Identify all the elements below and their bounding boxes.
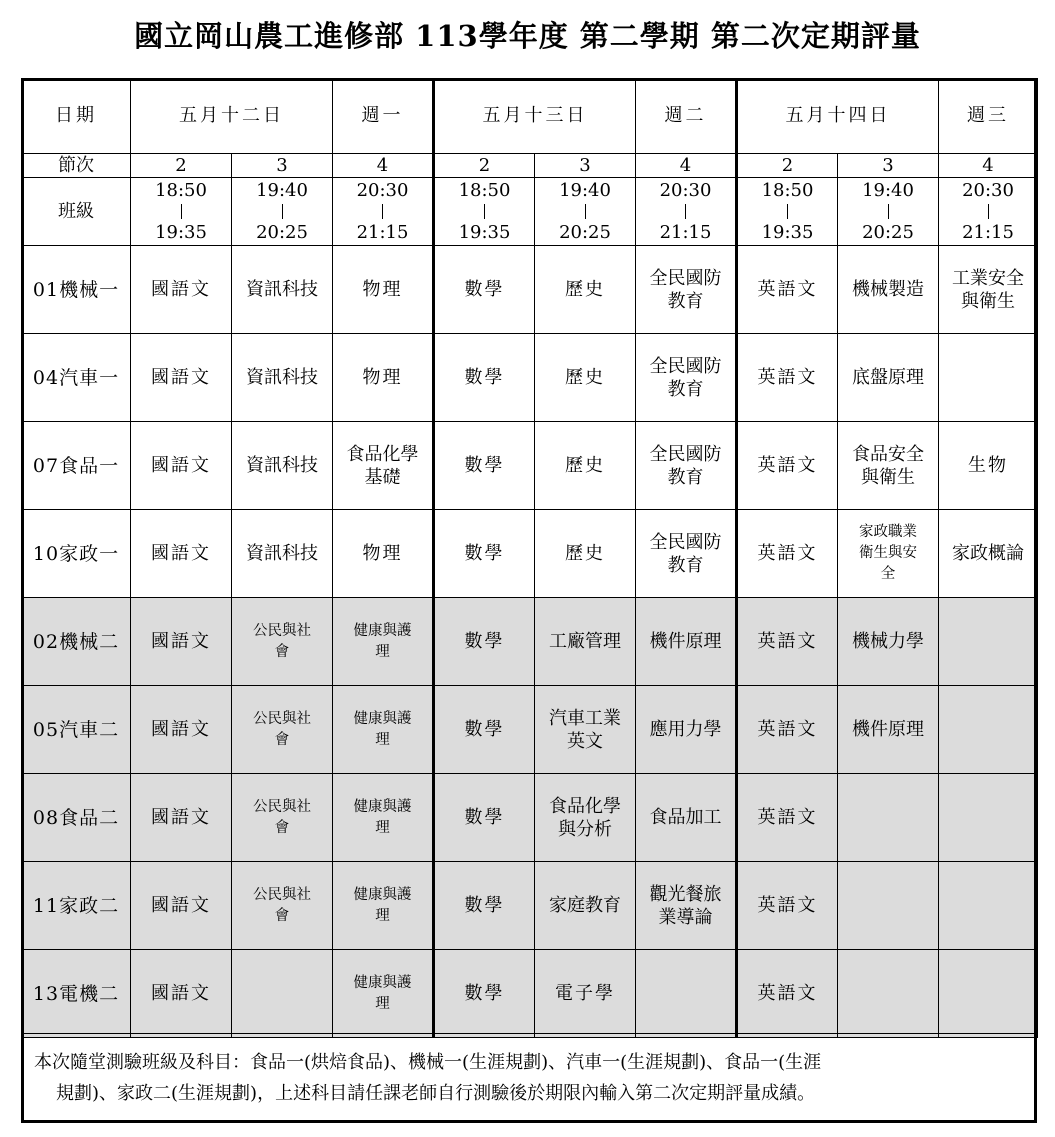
subject-cell (838, 774, 939, 862)
subject-cell (939, 598, 1038, 686)
period-8: 3 (838, 154, 939, 178)
subject-line: 教育 (667, 290, 704, 312)
subject-line: 健康與護 (353, 974, 412, 991)
subject-cell (737, 334, 838, 422)
subject-line: 國語文 (151, 279, 211, 301)
period-row (22, 154, 1038, 178)
day-3-date: 五月十四日 (737, 79, 939, 154)
subject-cell (636, 686, 737, 774)
subject-cell (535, 246, 636, 334)
subject-line: 底盤原理 (852, 367, 924, 389)
subject-cell (434, 862, 535, 950)
page-title: 國立岡山農工進修部 113學年度 第二學期 第二次定期評量 (134, 19, 921, 53)
time-range-divider (988, 204, 989, 219)
start-time: 18:50 (458, 180, 511, 201)
table-row (22, 334, 1038, 422)
class-name: 04汽車一 (22, 334, 131, 422)
subject-line: 機械製造 (852, 279, 924, 301)
subject-cell (434, 246, 535, 334)
subject-line: 工業安全 (952, 267, 1024, 289)
subject-cell (333, 510, 434, 598)
day-1-date: 五月十二日 (131, 79, 333, 154)
subject-line: 國語文 (151, 895, 211, 917)
end-time: 19:35 (155, 222, 207, 244)
subject-line: 教育 (667, 466, 704, 488)
subject-cell (737, 686, 838, 774)
subject-line: 生物 (968, 455, 1008, 477)
subject-cell (838, 862, 939, 950)
subject-line: 國語文 (151, 367, 211, 389)
subject-line: 數學 (464, 543, 505, 565)
subject-cell (636, 950, 737, 1038)
time-row (22, 178, 1038, 246)
subject-line: 公民與社 (253, 622, 311, 639)
period-9: 4 (939, 154, 1038, 178)
subject-line: 歷史 (565, 543, 605, 565)
subject-cell (636, 862, 737, 950)
end-time: 20:25 (862, 222, 914, 244)
subject-line: 資訊科技 (246, 279, 318, 301)
subject-cell (636, 510, 737, 598)
class-name: 01機械一 (22, 246, 131, 334)
subject-line: 數學 (464, 455, 505, 477)
subject-cell (131, 950, 232, 1038)
start-time: 19:40 (559, 180, 611, 201)
subject-line: 機械力學 (852, 631, 924, 653)
start-time: 19:40 (862, 180, 914, 201)
subject-line: 全民國防 (649, 355, 722, 377)
subject-cell (939, 334, 1038, 422)
subject-cell (232, 598, 333, 686)
day-2-date: 五月十三日 (434, 79, 636, 154)
class-name: 02機械二 (22, 598, 131, 686)
subject-cell (131, 598, 232, 686)
subject-cell (737, 422, 838, 510)
subject-line: 數學 (464, 719, 505, 741)
day-3-weekday: 週三 (939, 79, 1038, 154)
subject-cell (838, 950, 939, 1038)
subject-cell (939, 246, 1038, 334)
end-time: 19:35 (761, 222, 814, 244)
subject-line: 公民與社 (253, 798, 311, 815)
subject-line: 歷史 (565, 279, 605, 301)
subject-line: 歷史 (565, 455, 605, 477)
subject-cell (939, 686, 1038, 774)
subject-line: 英語文 (757, 279, 818, 301)
note-line-1: 本次隨堂測驗班級及科目：食品一(烘焙食品)、機械一(生涯規劃)、汽車一(生涯規劃)、食品一(生涯 (34, 1052, 822, 1073)
subject-line: 健康與護 (353, 798, 412, 815)
subject-cell (838, 598, 939, 686)
subject-cell (939, 510, 1038, 598)
subject-line: 全民國防 (649, 443, 722, 465)
subject-cell (333, 598, 434, 686)
table-row (22, 950, 1038, 1038)
subject-line: 全 (880, 566, 896, 583)
subject-cell (838, 686, 939, 774)
subject-cell (232, 862, 333, 950)
subject-line: 國語文 (151, 543, 211, 565)
start-time: 20:30 (659, 180, 712, 201)
subject-cell (636, 774, 737, 862)
subject-line: 食品化學 (346, 443, 419, 465)
period-label: 節次 (22, 154, 131, 178)
subject-line: 理 (375, 731, 390, 748)
subject-cell (333, 862, 434, 950)
subject-cell (737, 774, 838, 862)
subject-cell (535, 950, 636, 1038)
class-name: 07食品一 (22, 422, 131, 510)
exam-schedule-table (21, 78, 1038, 1038)
subject-line: 家庭教育 (549, 895, 621, 917)
time-slot-8 (838, 178, 939, 246)
time-slot-1 (131, 178, 232, 246)
subject-cell (838, 334, 939, 422)
subject-line: 公民與社 (253, 886, 311, 903)
subject-line: 資訊科技 (246, 367, 318, 389)
subject-line: 數學 (464, 279, 505, 301)
start-time: 20:30 (356, 180, 409, 201)
period-6: 4 (636, 154, 737, 178)
subject-cell (535, 862, 636, 950)
subject-line: 教育 (667, 554, 704, 576)
period-5: 3 (535, 154, 636, 178)
start-time: 20:30 (962, 180, 1014, 201)
subject-cell (535, 334, 636, 422)
subject-cell (535, 598, 636, 686)
subject-line: 全民國防 (649, 531, 722, 553)
subject-line: 會 (274, 731, 290, 748)
period-3: 4 (333, 154, 434, 178)
subject-cell (232, 422, 333, 510)
subject-line: 健康與護 (353, 710, 412, 727)
subject-line: 機件原理 (852, 719, 924, 741)
subject-line: 國語文 (151, 455, 211, 477)
subject-line: 數學 (464, 807, 505, 829)
subject-cell (131, 862, 232, 950)
subject-line: 機件原理 (649, 631, 722, 653)
end-time: 21:15 (962, 222, 1014, 244)
time-slot-4 (434, 178, 535, 246)
subject-cell (232, 334, 333, 422)
subject-line: 觀光餐旅 (649, 883, 722, 905)
subject-cell (131, 422, 232, 510)
subject-line: 資訊科技 (246, 455, 318, 477)
subject-cell (131, 774, 232, 862)
subject-line: 業導論 (658, 906, 713, 928)
subject-line: 與分析 (558, 818, 612, 840)
subject-cell (939, 862, 1038, 950)
subject-cell (434, 334, 535, 422)
table-row (22, 598, 1038, 686)
subject-line: 公民與社 (253, 710, 311, 727)
subject-line: 基礎 (364, 466, 401, 488)
subject-line: 與衛生 (961, 290, 1015, 312)
subject-line: 物理 (362, 279, 403, 301)
subject-cell (535, 774, 636, 862)
time-slot-5 (535, 178, 636, 246)
time-slot-3 (333, 178, 434, 246)
class-name: 05汽車二 (22, 686, 131, 774)
time-slot-9 (939, 178, 1038, 246)
date-label: 日期 (22, 79, 131, 154)
subject-cell (939, 774, 1038, 862)
subject-cell (636, 334, 737, 422)
subject-line: 全民國防 (649, 267, 722, 289)
subject-cell (131, 510, 232, 598)
subject-cell (434, 774, 535, 862)
subject-cell (939, 950, 1038, 1038)
class-name: 11家政二 (22, 862, 131, 950)
subject-cell (232, 510, 333, 598)
subject-cell (636, 246, 737, 334)
subject-cell (434, 950, 535, 1038)
start-time: 18:50 (761, 180, 814, 201)
subject-line: 物理 (362, 543, 403, 565)
subject-line: 健康與護 (353, 886, 412, 903)
subject-cell (131, 686, 232, 774)
subject-cell (232, 774, 333, 862)
time-range-divider (382, 204, 383, 219)
class-label: 班級 (22, 178, 131, 246)
subject-cell (333, 422, 434, 510)
subject-cell (131, 334, 232, 422)
subject-line: 會 (274, 907, 290, 924)
subject-cell (737, 598, 838, 686)
subject-cell (434, 686, 535, 774)
subject-line: 數學 (464, 895, 505, 917)
class-name: 10家政一 (22, 510, 131, 598)
subject-cell (838, 422, 939, 510)
subject-line: 家政職業 (859, 524, 917, 541)
subject-line: 歷史 (565, 367, 605, 389)
period-4: 2 (434, 154, 535, 178)
subject-cell (333, 774, 434, 862)
subject-line: 數學 (464, 983, 505, 1005)
table-row (22, 686, 1038, 774)
time-range-divider (585, 204, 586, 219)
end-time: 21:15 (356, 222, 409, 244)
subject-line: 應用力學 (649, 719, 722, 741)
subject-line: 資訊科技 (246, 543, 318, 565)
subject-line: 物理 (362, 367, 403, 389)
subject-line: 國語文 (151, 719, 211, 741)
subject-line: 英語文 (757, 631, 818, 653)
subject-cell (333, 334, 434, 422)
table-row (22, 422, 1038, 510)
table-row (22, 774, 1038, 862)
subject-cell (838, 246, 939, 334)
subject-line: 理 (375, 819, 390, 836)
table-row (22, 246, 1038, 334)
time-slot-7 (737, 178, 838, 246)
end-time: 19:35 (458, 222, 511, 244)
subject-line: 國語文 (151, 807, 211, 829)
table-row (22, 510, 1038, 598)
subject-cell (737, 246, 838, 334)
time-range-divider (888, 204, 889, 219)
subject-line: 英語文 (757, 543, 818, 565)
subject-cell (232, 950, 333, 1038)
day-1-weekday: 週一 (333, 79, 434, 154)
subject-cell (838, 510, 939, 598)
date-header-row (22, 79, 1038, 154)
subject-line: 會 (274, 819, 290, 836)
subject-line: 與衛生 (861, 466, 915, 488)
subject-cell (737, 950, 838, 1038)
class-name: 13電機二 (22, 950, 131, 1038)
subject-line: 英文 (567, 730, 603, 752)
subject-cell (737, 862, 838, 950)
time-range-divider (484, 204, 485, 219)
subject-cell (434, 510, 535, 598)
subject-line: 電子學 (555, 983, 615, 1005)
subject-cell (434, 422, 535, 510)
subject-cell (737, 510, 838, 598)
subject-cell (232, 246, 333, 334)
subject-line: 英語文 (757, 983, 818, 1005)
end-time: 20:25 (559, 222, 611, 244)
subject-cell (535, 422, 636, 510)
class-name: 08食品二 (22, 774, 131, 862)
subject-line: 家政概論 (952, 543, 1024, 565)
subject-line: 食品化學 (549, 795, 621, 817)
subject-line: 食品加工 (649, 807, 722, 829)
subject-line: 國語文 (151, 631, 211, 653)
subject-cell (232, 686, 333, 774)
subject-cell (535, 510, 636, 598)
subject-line: 國語文 (151, 983, 211, 1005)
subject-line: 健康與護 (353, 622, 412, 639)
end-time: 20:25 (256, 222, 308, 244)
period-7: 2 (737, 154, 838, 178)
period-2: 3 (232, 154, 333, 178)
subject-line: 理 (375, 995, 390, 1012)
subject-line: 理 (375, 907, 390, 924)
subject-line: 會 (274, 643, 290, 660)
subject-line: 數學 (464, 631, 505, 653)
start-time: 18:50 (155, 180, 207, 201)
subject-line: 英語文 (757, 807, 818, 829)
time-range-divider (181, 204, 182, 219)
subject-cell (535, 686, 636, 774)
subject-line: 數學 (464, 367, 505, 389)
subject-cell (434, 598, 535, 686)
subject-cell (939, 422, 1038, 510)
time-range-divider (787, 204, 788, 219)
subject-line: 食品安全 (852, 443, 924, 465)
subject-line: 英語文 (757, 455, 818, 477)
end-time: 21:15 (659, 222, 712, 244)
time-range-divider (685, 204, 686, 219)
subject-line: 理 (375, 643, 390, 660)
note-line-2: 規劃)、家政二(生涯規劃)，上述科目請任課老師自行測驗後於期限內輸入第二次定期評量成績。 (56, 1083, 816, 1104)
subject-line: 教育 (667, 378, 704, 400)
time-slot-2 (232, 178, 333, 246)
subject-cell (131, 246, 232, 334)
start-time: 19:40 (256, 180, 308, 201)
subject-line: 英語文 (757, 367, 818, 389)
quiz-note (21, 1033, 1037, 1123)
day-2-weekday: 週二 (636, 79, 737, 154)
time-range-divider (282, 204, 283, 219)
subject-cell (333, 950, 434, 1038)
subject-cell (333, 686, 434, 774)
subject-cell (333, 246, 434, 334)
subject-line: 衛生與安 (859, 545, 917, 562)
time-slot-6 (636, 178, 737, 246)
period-1: 2 (131, 154, 232, 178)
subject-line: 英語文 (757, 895, 818, 917)
subject-line: 工廠管理 (549, 631, 621, 653)
subject-cell (636, 598, 737, 686)
table-row (22, 862, 1038, 950)
subject-line: 英語文 (757, 719, 818, 741)
subject-cell (636, 422, 737, 510)
subject-line: 汽車工業 (549, 707, 621, 729)
